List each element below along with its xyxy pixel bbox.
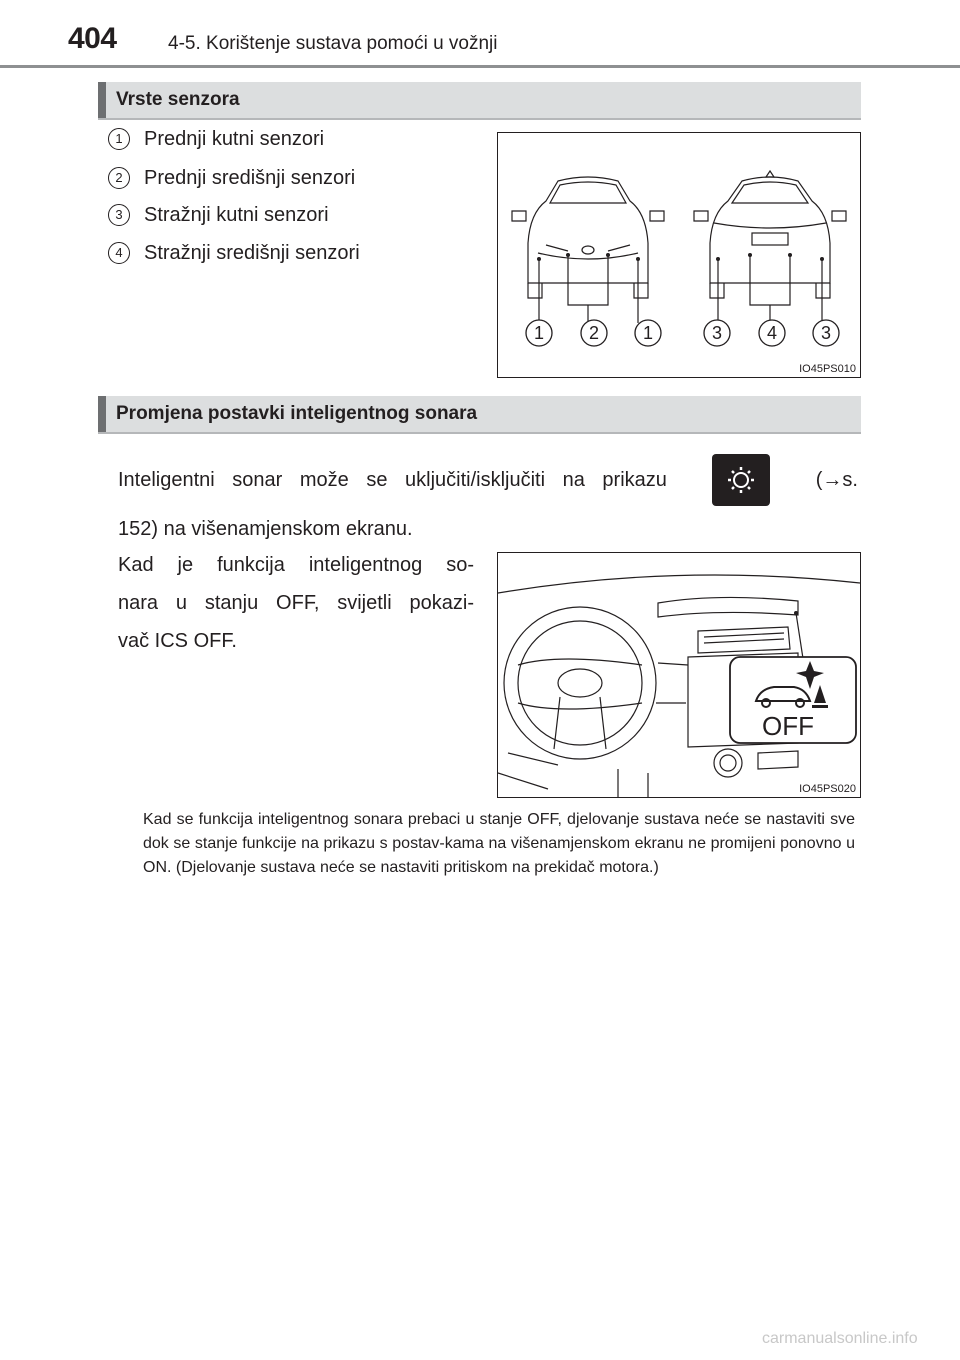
paragraph-ics-off [118,546,474,660]
list-item [108,128,324,151]
ics-off-indicator-text: OFF [762,711,814,741]
item-label: Stražnji središnji senzori [144,242,360,264]
list-item [108,167,355,190]
paragraph-sonar-toggle [118,454,858,548]
header-rule [0,65,960,68]
paragraph-line: nara u stanju OFF, svijetli pokazi- [118,592,474,614]
dashboard-illustration [498,553,860,797]
list-item [108,242,360,265]
dashboard-figure [497,552,861,798]
item-label: Prednji središnji senzori [144,167,356,189]
list-item [108,204,329,227]
paragraph-text: 152) na višenamjenskom ekranu. [118,518,413,540]
watermark: carmanualsonline.info [762,1330,918,1347]
paragraph-line: vač ICS OFF. [118,630,237,652]
settings-gear-icon [712,454,770,506]
section-accent [98,82,106,118]
marker-label: 3 [820,323,832,343]
section-title: Promjena postavki inteligentnog sonara [116,403,478,424]
marker-label: 3 [711,323,723,343]
item-number-badge: 2 [108,167,130,189]
section-title: Vrste senzora [116,89,240,110]
paragraph-text: (→s. [815,469,858,491]
item-number-badge: 1 [108,128,130,150]
item-label: Prednji kutni senzori [144,128,325,150]
item-number-badge: 3 [108,204,130,226]
page-number: 404 [68,22,117,55]
figure-code: IO45PS010 [799,363,856,375]
section-heading-sonar-settings [98,396,861,434]
paragraph-text: Inteligentni sonar može se uključiti/isključiti na prikazu [118,469,667,491]
sensor-location-figure [497,132,861,378]
item-number-badge: 4 [108,242,130,264]
figure-code: IO45PS020 [799,783,856,795]
marker-label: 1 [642,323,654,343]
car-sensor-diagram [498,133,860,377]
section-accent [98,396,106,432]
marker-label: 1 [533,323,545,343]
paragraph-line: Kad je funkcija inteligentnog so- [118,554,474,576]
section-heading-sensor-types [98,82,861,120]
note-paragraph: Kad se funkcija inteligentnog sonara prebaci u stanje OFF, djelovanje sustava neće se nastaviti sve dok se stanje funkcije na prikazu s postav-kama na višenamjenskom ekranu ne promijeni ponovno u ON. (Djelovanje sustava neće se nastaviti pritiskom na prekidač motora.) [143,811,855,876]
marker-label: 2 [588,323,600,343]
marker-label: 4 [766,323,778,343]
chapter-title: 4-5. Korištenje sustava pomoći u vožnji [168,33,498,54]
item-label: Stražnji kutni senzori [144,204,329,226]
